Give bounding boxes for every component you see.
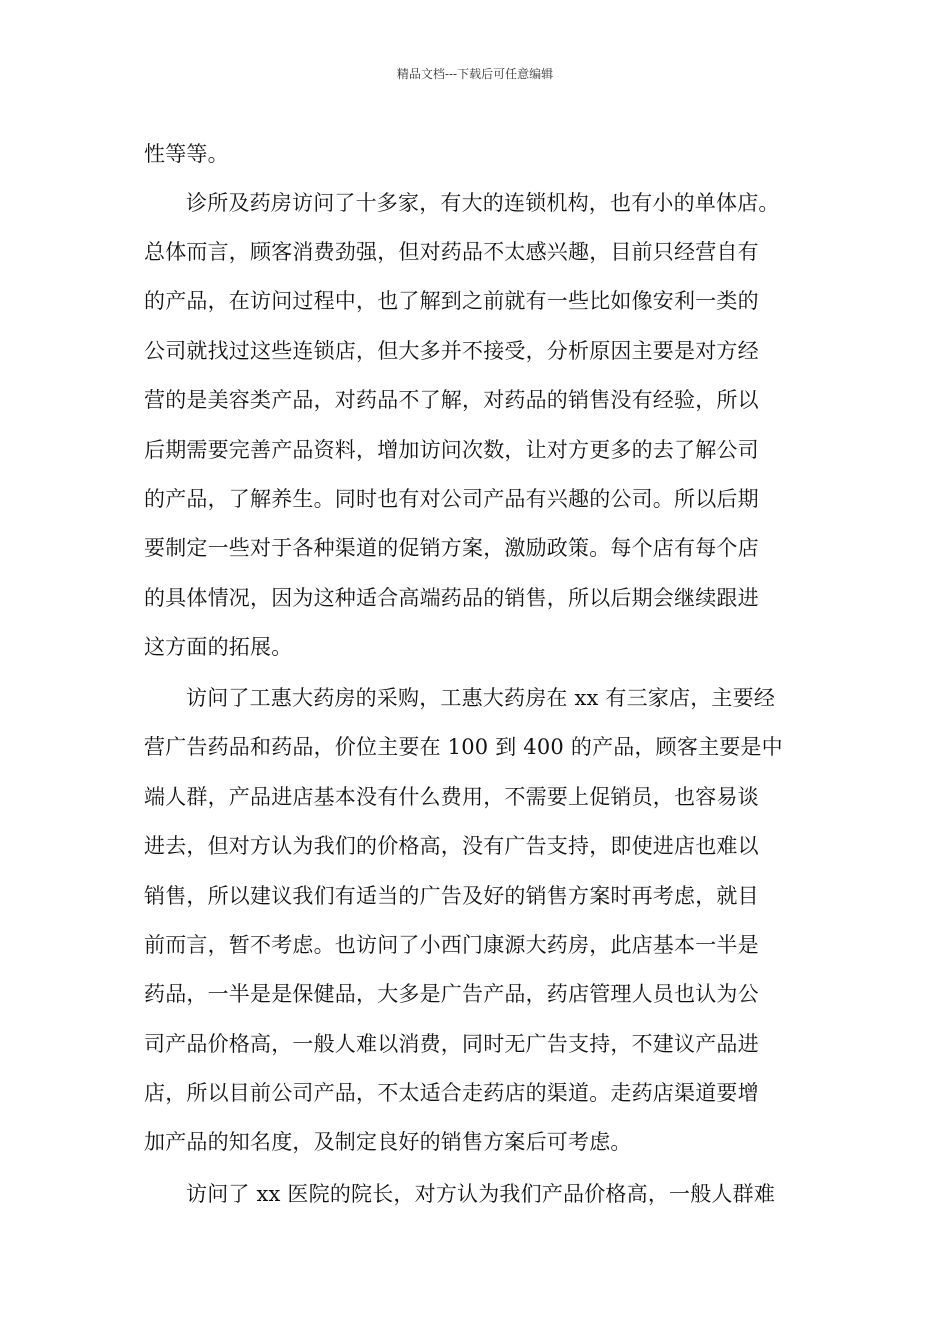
text-line: 销售，所以建议我们有适当的广告及好的销售方案时再考虑，就目 [144,884,759,908]
text-line: 后期需要完善产品资料，增加访问次数，让对方更多的去了解公司 [144,438,759,462]
text-line: 的产品，在访问过程中，也了解到之前就有一些比如像安利一类的 [144,289,759,313]
text-line: 加产品的知名度，及制定良好的销售方案后可考虑。 [144,1130,632,1154]
text-line: 前而言，暂不考虑。也访问了小西门康源大药房，此店基本一半是 [144,933,759,957]
text-line: 营的是美容类产品，对药品不了解，对药品的销售没有经验，所以 [144,388,759,412]
text-line: 司产品价格高，一般人难以消费，同时无广告支持，不建议产品进 [144,1032,759,1056]
text-line: 营广告药品和药品，价位主要在 100 到 400 的产品，顾客主要是中 [144,735,783,759]
text-line: 进去，但对方认为我们的价格高，没有广告支持，即使进店也难以 [144,834,759,858]
paragraph-first-line: 诊所及药房访问了十多家，有大的连锁机构，也有小的单体店。 [186,191,780,215]
text-line: 端人群，产品进店基本没有什么费用，不需要上促销员，也容易谈 [144,785,759,809]
text-line: 要制定一些对于各种渠道的促销方案，激励政策。每个店有每个店 [144,536,759,560]
paragraph-first-line: 访问了 xx 医院的院长，对方认为我们产品价格高，一般人群难 [186,1182,776,1206]
text-line: 的产品，了解养生。同时也有对公司产品有兴趣的公司。所以后期 [144,487,759,511]
text-line: 这方面的拓展。 [144,635,293,659]
text-line: 性等等。 [144,142,229,166]
page-header: 精品文档---下载后可任意编辑 [396,67,554,81]
text-line: 药品，一半是是保健品，大多是广告产品，药店管理人员也认为公 [144,982,759,1006]
text-line: 的具体情况，因为这种适合高端药品的销售，所以后期会继续跟进 [144,586,759,610]
text-line: 公司就找过这些连锁店，但大多并不接受，分析原因主要是对方经 [144,339,759,363]
text-line: 店，所以目前公司产品，不太适合走药店的渠道。走药店渠道要增 [144,1081,759,1105]
paragraph-first-line: 访问了工惠大药房的采购，工惠大药房在 xx 有三家店，主要经 [186,686,776,710]
text-line: 总体而言，顾客消费劲强，但对药品不太感兴趣，目前只经营自有 [144,240,759,264]
